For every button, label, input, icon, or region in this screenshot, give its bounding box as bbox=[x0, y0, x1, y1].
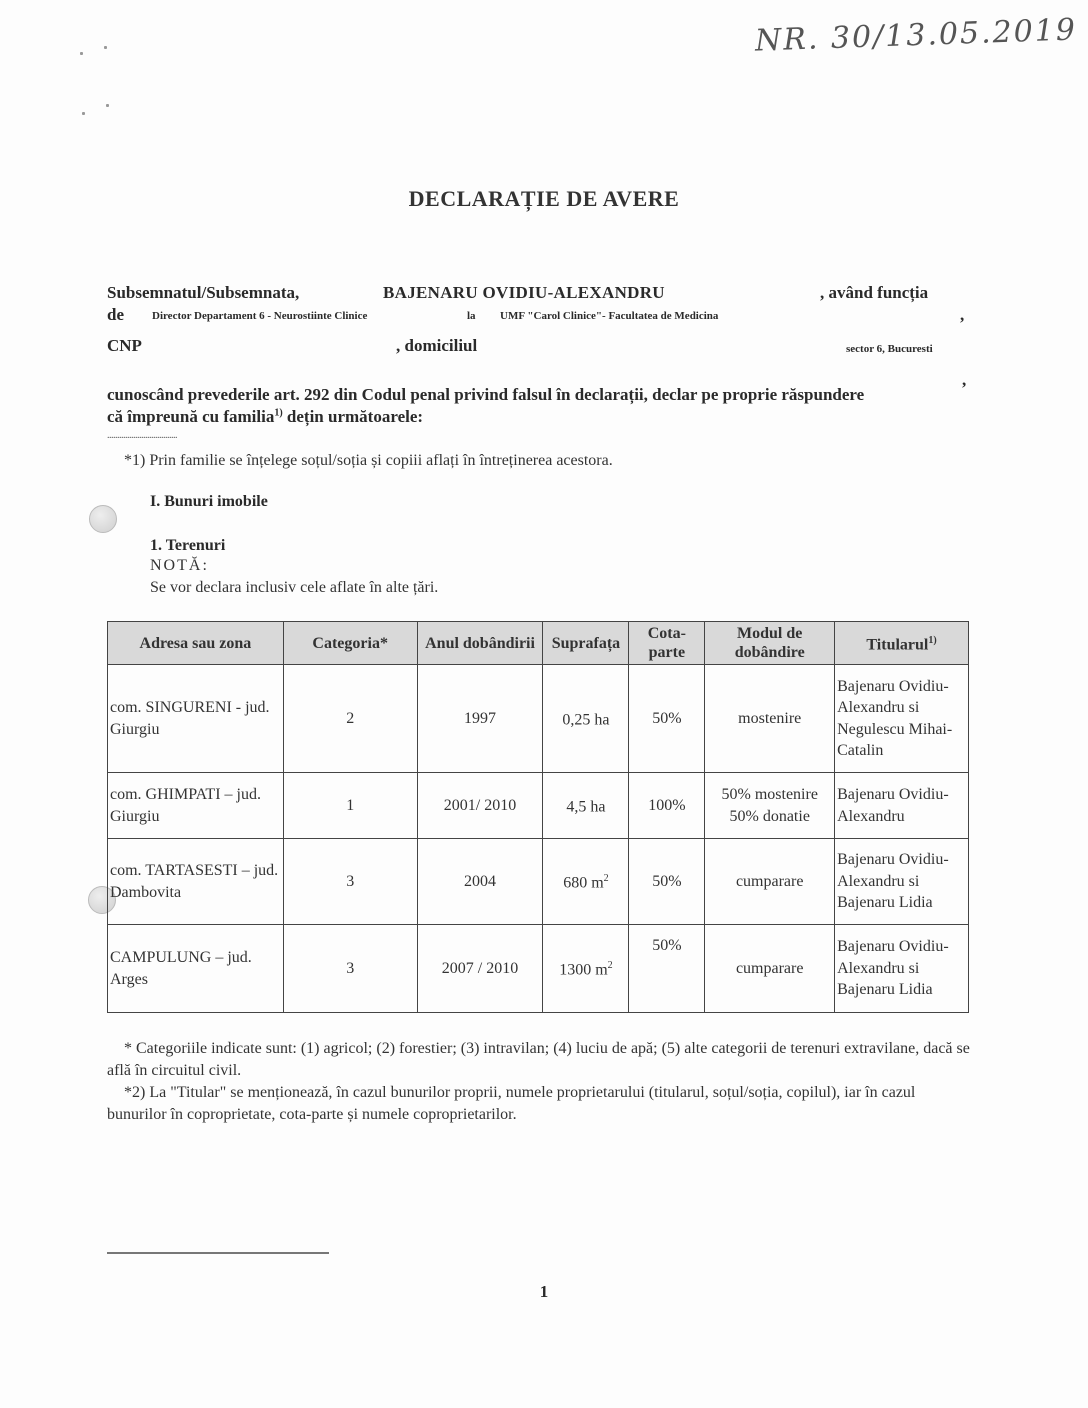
column-header-mode: Modul de dobândire bbox=[705, 622, 835, 665]
cell-area-value: 680 m bbox=[563, 874, 604, 892]
section-heading: I. Bunuri imobile bbox=[150, 493, 268, 510]
cell-year: 2004 bbox=[417, 839, 543, 925]
domicile-label: , domiciliul bbox=[396, 336, 478, 355]
cell-area-value: 0,25 ha bbox=[562, 711, 610, 729]
punch-hole bbox=[89, 505, 117, 533]
nota-label: NOTĂ: bbox=[150, 557, 209, 574]
cell-area bbox=[543, 773, 629, 839]
cell-mode: cumparare bbox=[705, 925, 835, 1013]
la-label: la bbox=[467, 310, 476, 322]
column-header-area: Suprafața bbox=[543, 622, 629, 665]
cell-mode: mostenire bbox=[705, 665, 835, 773]
statement-line-2-post: dețin următoarele: bbox=[282, 407, 424, 426]
cell-year: 1997 bbox=[417, 665, 543, 773]
cell-share: 100% bbox=[629, 773, 705, 839]
cell-holder: Bajenaru Ovidiu-Alexandru si Bajenaru Lidia bbox=[835, 925, 969, 1013]
cell-address: com. GHIMPATI – jud. Giurgiu bbox=[108, 773, 284, 839]
table-header-row bbox=[108, 622, 969, 665]
cell-mode: cumparare bbox=[705, 839, 835, 925]
cell-year: 2007 / 2010 bbox=[417, 925, 543, 1013]
cell-share: 50% bbox=[629, 665, 705, 773]
statement-line-2-pre: că împreună cu familia bbox=[107, 407, 275, 426]
cell-address: com. SINGURENI - jud. Giurgiu bbox=[108, 665, 284, 773]
column-header-share: Cota-parte bbox=[629, 622, 705, 665]
comma: , bbox=[960, 305, 965, 324]
column-header-category: Categoria* bbox=[283, 622, 417, 665]
column-header-year: Anul dobândirii bbox=[417, 622, 543, 665]
cell-mode: 50% mostenire 50% donatie bbox=[705, 773, 835, 839]
page-number: 1 bbox=[539, 1282, 549, 1301]
nota-text: Se vor declara inclusiv cele aflate în alte țări. bbox=[150, 579, 439, 596]
cell-holder: Bajenaru Ovidiu-Alexandru bbox=[835, 773, 969, 839]
cell-holder: Bajenaru Ovidiu-Alexandru si Negulescu Mihai-Catalin bbox=[835, 665, 969, 773]
cell-address: com. TARTASESTI – jud. Dambovita bbox=[108, 839, 284, 925]
land-table bbox=[107, 621, 969, 1013]
cell-area bbox=[543, 665, 629, 773]
statement-line-1: cunoscând prevederile art. 292 din Codul penal privind falsul în declarații, declar pe proprie răspundere bbox=[107, 385, 865, 404]
statement-line-2 bbox=[107, 407, 423, 427]
column-header-holder-text: Titularul bbox=[866, 636, 929, 654]
de-label: de bbox=[107, 305, 124, 324]
cell-year: 2001/ 2010 bbox=[417, 773, 543, 839]
document-title: DECLARAȚIE DE AVERE bbox=[408, 186, 680, 211]
cell-share: 50% bbox=[629, 925, 705, 1013]
cell-area bbox=[543, 925, 629, 1013]
cell-category: 2 bbox=[283, 665, 417, 773]
cell-area-unit-exp: 2 bbox=[607, 960, 613, 972]
footnote-family: *1) Prin familie se înțelege soțul/soția și copiii aflați în întreținerea acestora. bbox=[124, 452, 613, 469]
column-header-address: Adresa sau zona bbox=[108, 622, 284, 665]
table-row bbox=[108, 773, 969, 839]
trailing-comma: , bbox=[962, 370, 967, 389]
table-row bbox=[108, 925, 969, 1013]
holder-footnote-ref: 1) bbox=[928, 635, 937, 647]
function-value: Director Departament 6 - Neurostiinte Clinice bbox=[152, 310, 368, 322]
cell-address: CAMPULUNG – jud. Arges bbox=[108, 925, 284, 1013]
footnote-divider bbox=[107, 1252, 329, 1254]
note-categories: * Categoriile indicate sunt: (1) agricol; (2) forestier; (3) intravilan; (4) luciu de apă; (5) alte categorii de terenuri extravilane, dacă se află în circuitul civil. bbox=[107, 1040, 970, 1079]
declarant-label: Subsemnatul/Subsemnata, bbox=[107, 283, 300, 302]
table-row bbox=[108, 839, 969, 925]
cell-category: 3 bbox=[283, 839, 417, 925]
column-header-holder bbox=[835, 622, 969, 665]
cnp-label: CNP bbox=[107, 336, 142, 355]
note-titular: *2) La "Titular" se menționează, în cazul bunurilor proprii, numele proprietarului (titularul, soțul/soția, copilul), iar în cazul bunurilor în coproprietate, cota-parte și numele coproprietarilor. bbox=[107, 1084, 916, 1123]
footnote-ref: 1) bbox=[274, 407, 283, 419]
cell-area-unit-exp: 2 bbox=[603, 873, 609, 885]
cell-area bbox=[543, 839, 629, 925]
dotted-separator: ................................... bbox=[107, 430, 177, 441]
domicile-value: sector 6, Bucuresti bbox=[846, 343, 933, 355]
cell-area-value: 4,5 ha bbox=[566, 798, 606, 816]
function-label: , având funcția bbox=[820, 283, 929, 302]
cell-share: 50% bbox=[629, 839, 705, 925]
table-row bbox=[108, 665, 969, 773]
cell-category: 1 bbox=[283, 773, 417, 839]
declarant-name: BAJENARU OVIDIU-ALEXANDRU bbox=[383, 283, 665, 302]
registration-number-handwritten: NR. 30/13.05.2019 bbox=[754, 12, 1078, 59]
cell-category: 3 bbox=[283, 925, 417, 1013]
cell-holder: Bajenaru Ovidiu-Alexandru si Bajenaru Lidia bbox=[835, 839, 969, 925]
section-subheading: 1. Terenuri bbox=[150, 537, 226, 554]
institution-value: UMF "Carol Clinice"- Facultatea de Medicina bbox=[500, 310, 719, 322]
cell-area-value: 1300 m bbox=[559, 961, 608, 979]
